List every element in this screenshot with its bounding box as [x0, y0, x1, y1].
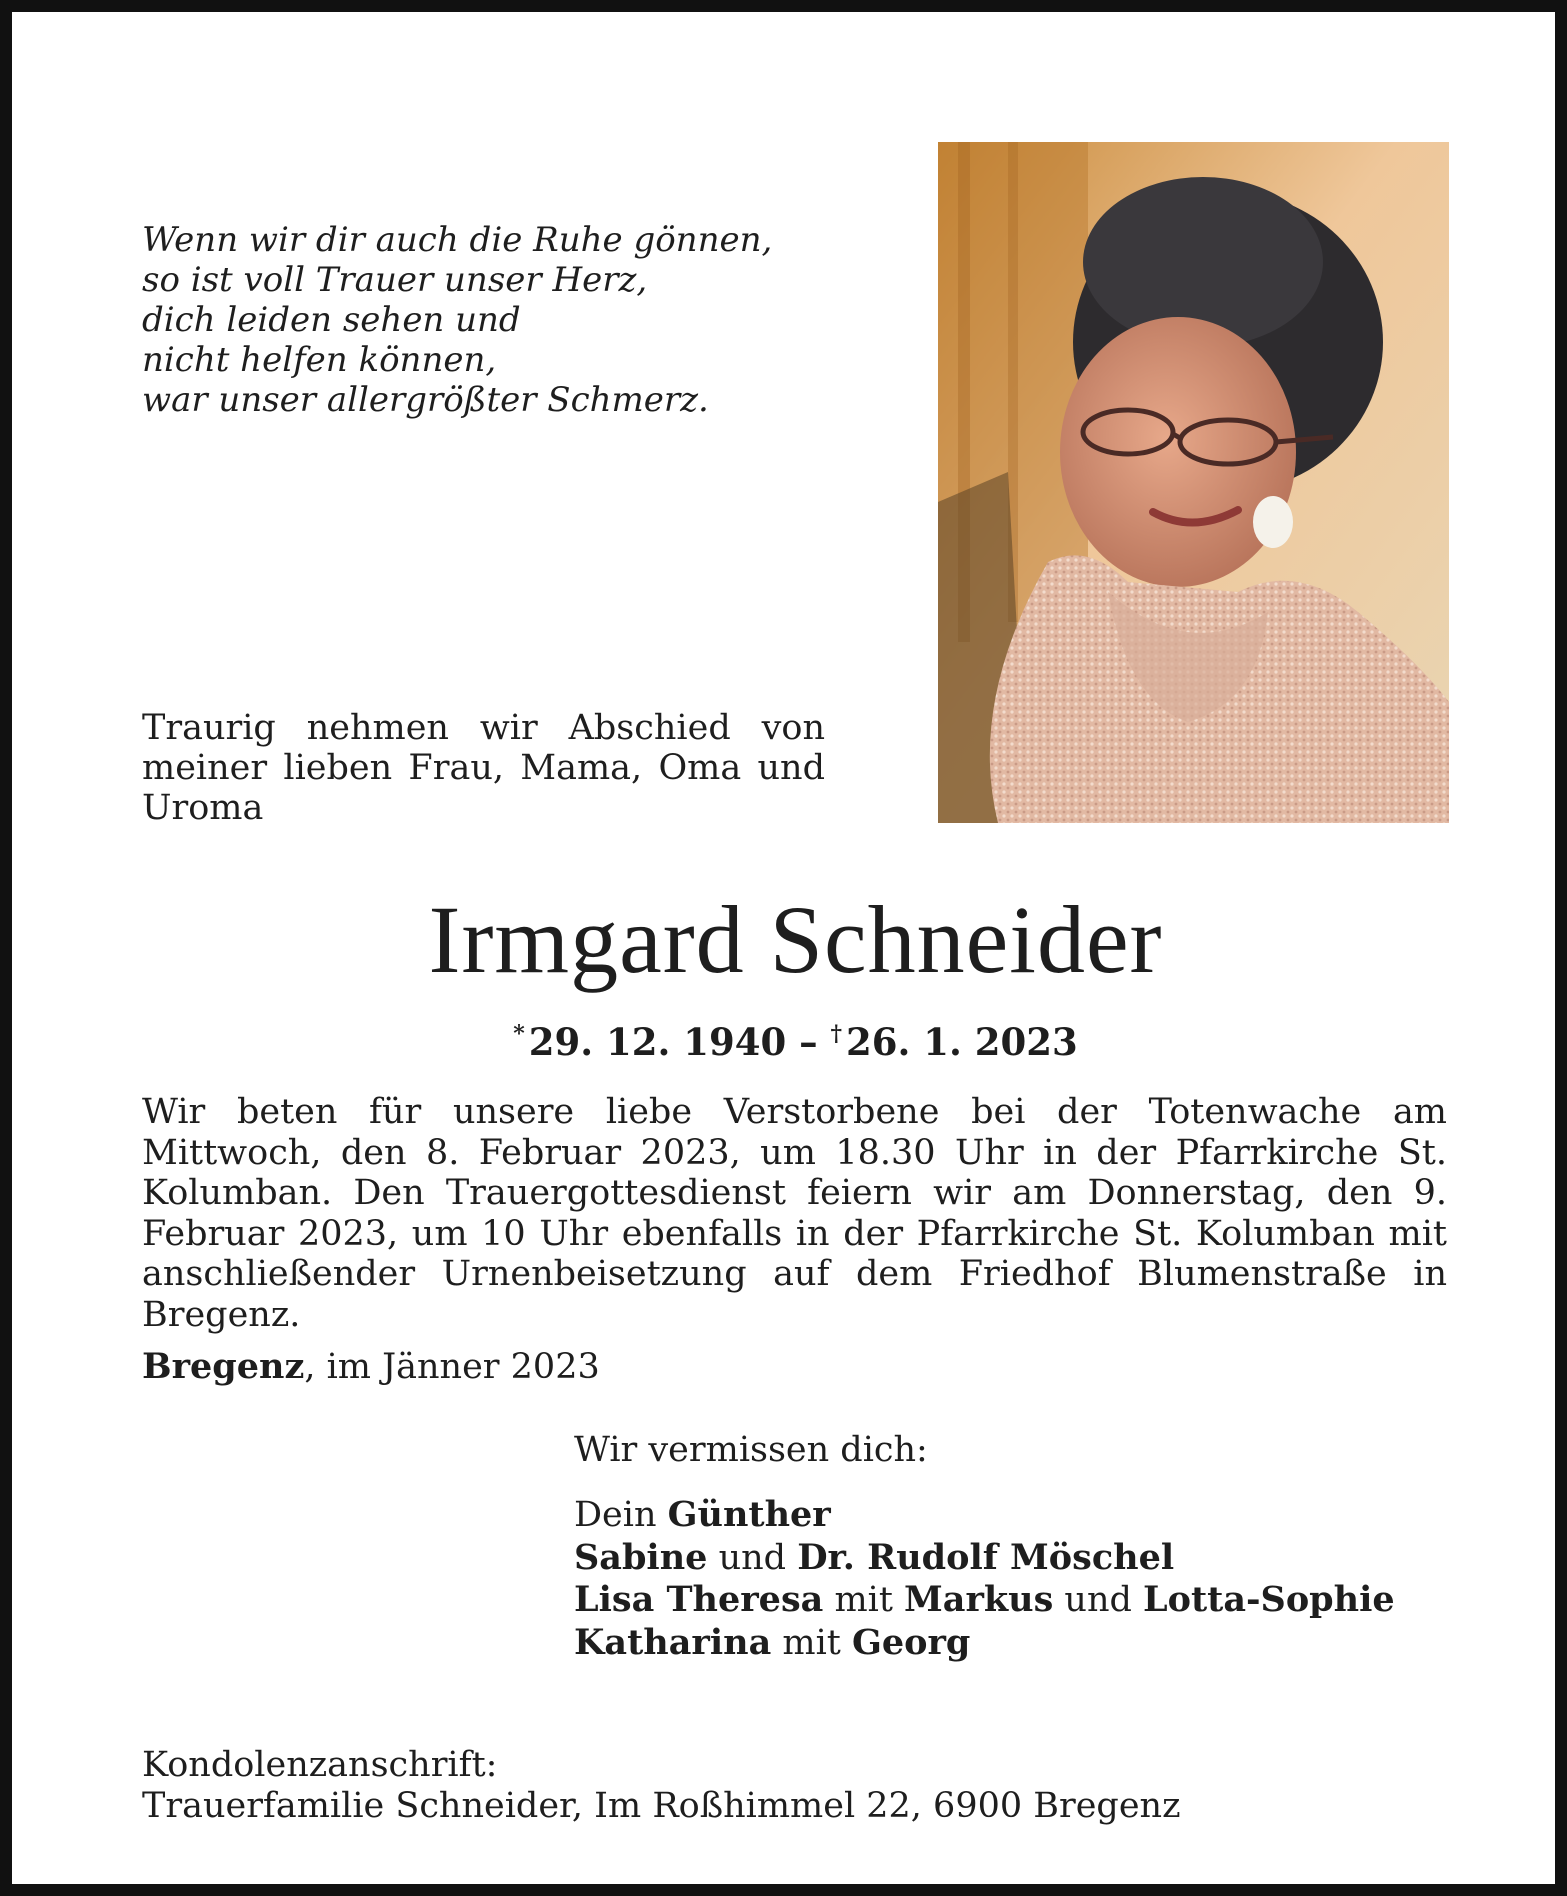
family-text: mit: [771, 1622, 852, 1663]
family-text: und: [1053, 1580, 1144, 1620]
family-text: mit: [823, 1580, 905, 1620]
family-member: Markus: [904, 1579, 1054, 1620]
place-date-rest: , im Jänner 2023: [304, 1347, 600, 1387]
family-member: Günther: [667, 1494, 831, 1535]
birth-date: 29. 12. 1940: [528, 1020, 787, 1064]
poem-line: nicht helfen können,: [142, 340, 497, 380]
place-city: Bregenz: [142, 1346, 305, 1387]
place-and-date: [142, 1346, 842, 1388]
family-member: Lotta-Sophie: [1143, 1579, 1395, 1620]
miss-heading: Wir vermissen dich:: [574, 1430, 928, 1470]
portrait-photo: [938, 142, 1449, 823]
family-line: [574, 1579, 1454, 1622]
family-line: [574, 1494, 1454, 1537]
life-dates: [12, 1012, 1567, 1064]
family-member: Dr. Rudolf Möschel: [797, 1536, 1175, 1578]
death-symbol: †: [830, 1021, 843, 1047]
poem-line: so ist voll Trauer unser Herz,: [142, 260, 648, 300]
memorial-poem: [142, 220, 773, 420]
family-line: [574, 1622, 1454, 1665]
family-text: und: [707, 1537, 798, 1578]
condolence-label: Kondolenzanschrift:: [142, 1745, 498, 1785]
farewell-intro: Traurig nehmen wir Abschied von meiner lieben Frau, Mama, Oma und Uroma: [142, 708, 825, 828]
poem-line: dich leiden sehen und: [142, 300, 521, 340]
date-separator: –: [799, 1020, 818, 1064]
poem-line: Wenn wir dir auch die Ruhe gönnen,: [142, 220, 773, 260]
family-member: Katharina: [574, 1621, 772, 1663]
condolence-text: Trauerfamilie Schneider, Im Roßhimmel 22, 6900 Bregenz: [142, 1786, 1181, 1826]
family-member: Sabine: [574, 1536, 708, 1578]
deceased-name: Irmgard Schneider: [428, 886, 1163, 993]
family-member: Lisa Theresa: [574, 1579, 824, 1620]
service-announcement: Wir beten für unsere liebe Verstorbene bei der Totenwache am Mittwoch, den 8. Februar 2023, um 18.30 Uhr in der Pfarrkirche St. Kolumban. Den Trauergottesdienst feiern wir am Donnerstag, den 9. Februar 2023, um 10 Uhr ebenfalls in der Pfarrkirche St. Kolumban mit anschließender Urnenbeisetzung auf dem Friedhof Blumenstraße in Bregenz.: [142, 1092, 1447, 1335]
family-member: Georg: [851, 1621, 971, 1663]
family-text: Dein: [574, 1495, 668, 1535]
portrait-illustration: [938, 142, 1449, 823]
birth-symbol: *: [513, 1021, 525, 1047]
poem-line: war unser allergrößter Schmerz.: [142, 380, 709, 420]
death-date: 26. 1. 2023: [846, 1020, 1078, 1064]
family-signatures: [574, 1494, 1454, 1664]
condolence-address: [142, 1745, 1342, 1827]
family-line: [574, 1537, 1454, 1580]
